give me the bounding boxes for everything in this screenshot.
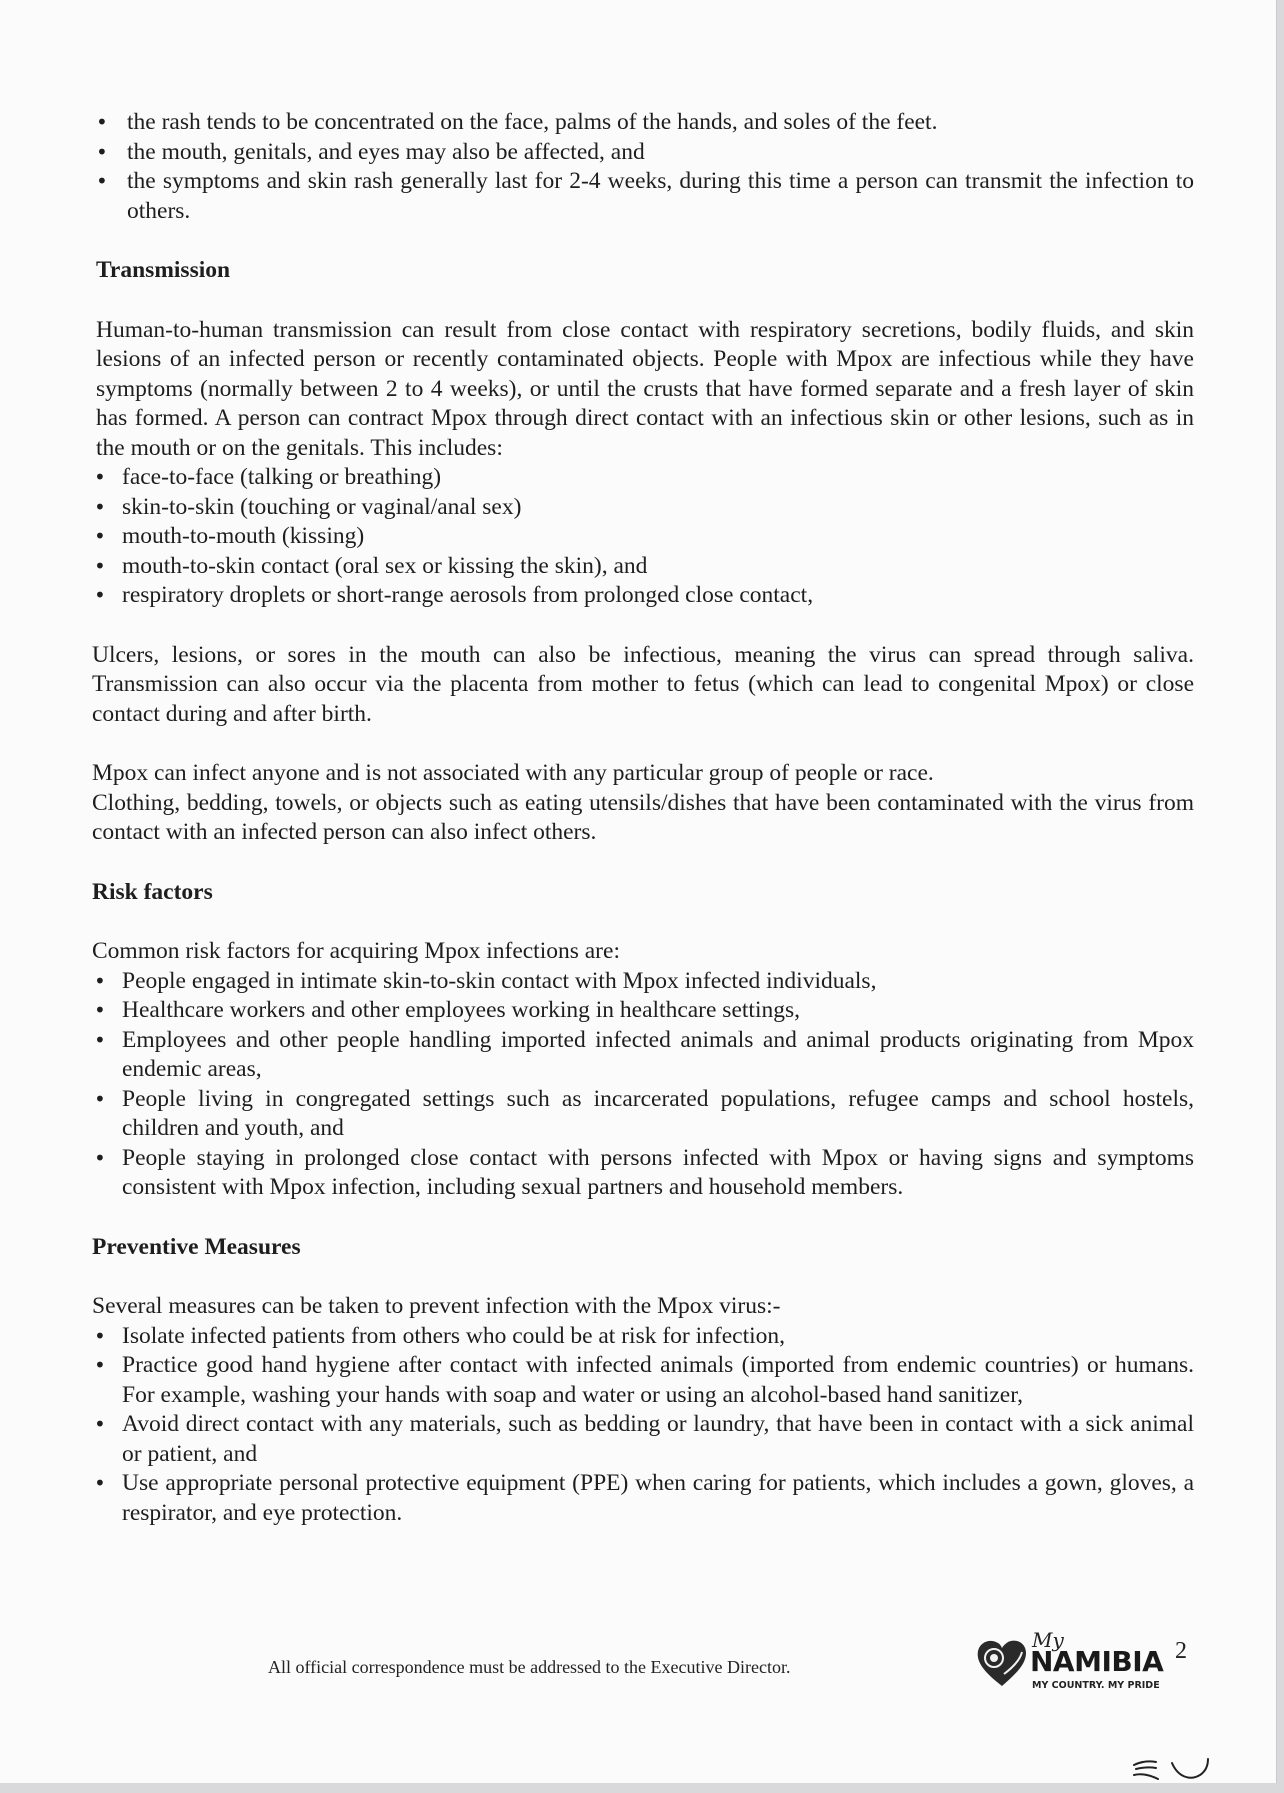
list-item: • respiratory droplets or short-range aerosols from prolonged close contact, [92, 581, 1194, 611]
list-item: • skin-to-skin (touching or vaginal/anal sex) [92, 493, 1194, 523]
transmission-paragraph-2: Ulcers, lesions, or sores in the mouth can also be infectious, meaning the virus can spread through saliva. Transmission can also occur via the placenta from mother to fetus (which can lead to congenital Mpox) or close contact during and after birth. [92, 641, 1194, 727]
risk-factors-bullet-list [92, 967, 1194, 1203]
list-item: • the mouth, genitals, and eyes may also be affected, and [92, 138, 1194, 168]
list-item: • mouth-to-skin contact (oral sex or kissing the skin), and [92, 552, 1194, 582]
list-item: • the rash tends to be concentrated on the face, palms of the hands, and soles of the feet. [92, 108, 1194, 138]
transmission-paragraph-1: Human-to-human transmission can result from close contact with respiratory secretions, bodily fluids, and skin lesions of an infected person or recently contaminated objects. People with Mpox are infectious while they have symptoms (normally between 2 to 4 weeks), or until the crusts that have formed separate and a fresh layer of skin has formed. A person can contract Mpox through direct contact with an infectious skin or other lesions, such as in the mouth or on the genitals. This includes: [96, 316, 1194, 461]
preventive-intro: Several measures can be taken to prevent infection with the Mpox virus:- [92, 1293, 781, 1319]
list-item: • People engaged in intimate skin-to-skin contact with Mpox infected individuals, [92, 967, 1194, 997]
list-item: • mouth-to-mouth (kissing) [92, 522, 1194, 552]
list-item: • Healthcare workers and other employees working in healthcare settings, [92, 996, 1194, 1026]
list-item: • Use appropriate personal protective equipment (PPE) when caring for patients, which includes a gown, gloves, a respirator, and eye protection. [92, 1469, 1194, 1528]
logo-tagline: MY COUNTRY. MY PRIDE [1032, 1680, 1160, 1691]
list-item: • the symptoms and skin rash generally last for 2-4 weeks, during this time a person can transmit the infection to others. [92, 167, 1194, 226]
intro-bullet-list [92, 108, 1194, 226]
logo-namibia-text: NAMIBIA [1030, 1645, 1164, 1678]
risk-factors-intro: Common risk factors for acquiring Mpox infections are: [92, 938, 620, 964]
list-item: • Employees and other people handling imported infected animals and animal products originating from Mpox endemic areas, [92, 1026, 1194, 1085]
section-heading-preventive-measures: Preventive Measures [92, 1233, 301, 1260]
preventive-bullet-list [92, 1322, 1194, 1529]
document-body [92, 108, 1194, 1528]
list-item: • Avoid direct contact with any materials, such as bedding or laundry, that have been in contact with a sick animal or patient, and [92, 1410, 1194, 1469]
list-item: • People living in congregated settings such as incarcerated populations, refugee camps and school hostels, children and youth, and [92, 1085, 1194, 1144]
page-number: 2 [1175, 1638, 1187, 1664]
transmission-paragraph-3b: Clothing, bedding, towels, or objects such as eating utensils/dishes that have been contaminated with the virus from contact with an infected person can also infect others. [92, 789, 1194, 845]
handwritten-initials-icon [1128, 1745, 1224, 1785]
list-item: • face-to-face (talking or breathing) [92, 463, 1194, 493]
heart-emblem-icon [974, 1634, 1030, 1690]
footer-correspondence-note: All official correspondence must be addressed to the Executive Director. [268, 1657, 791, 1677]
list-item: • Isolate infected patients from others who could be at risk for infection, [92, 1322, 1194, 1352]
transmission-bullet-list [92, 463, 1194, 611]
transmission-paragraph-3a: Mpox can infect anyone and is not associated with any particular group of people or race. [92, 760, 934, 786]
my-namibia-logo [970, 1628, 1170, 1698]
section-heading-risk-factors: Risk factors [92, 878, 213, 905]
logo-my-text: My [1032, 1628, 1064, 1652]
list-item: • People staying in prolonged close contact with persons infected with Mpox or having signs and symptoms consistent with Mpox infection, including sexual partners and household members. [92, 1144, 1194, 1203]
section-heading-transmission: Transmission [96, 257, 231, 283]
list-item: • Practice good hand hygiene after contact with infected animals (imported from endemic countries) or humans. For example, washing your hands with soap and water or using an alcohol-based hand sanitizer, [92, 1351, 1194, 1410]
